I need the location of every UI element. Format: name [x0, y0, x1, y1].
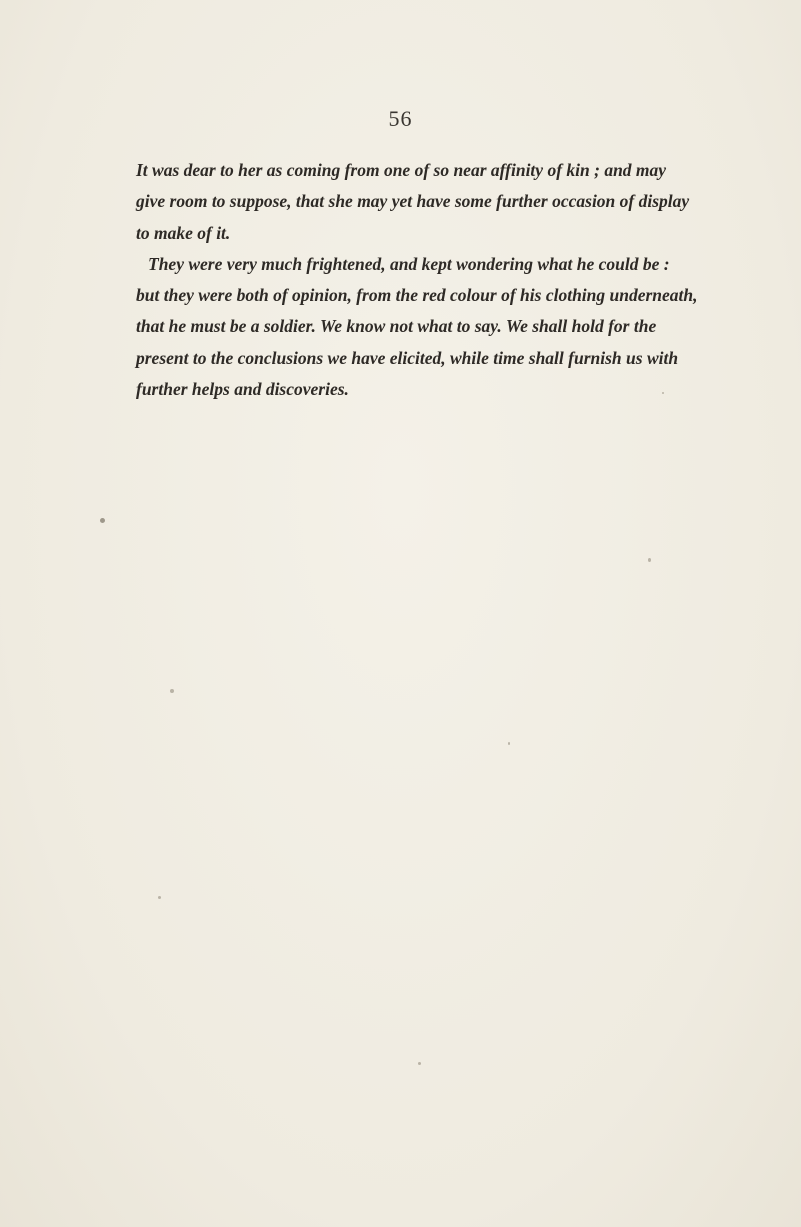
text-line: further helps and discoveries.: [136, 379, 349, 400]
page-number: 56: [388, 106, 413, 131]
paper-speck: [508, 742, 510, 745]
paper-speck: [100, 518, 105, 523]
paper-speck: [648, 558, 651, 562]
text-line: to make of it.: [136, 222, 231, 243]
text-line: give room to suppose, that she may yet have some further occasion of display: [136, 191, 690, 212]
paper-speck: [170, 689, 174, 693]
text-line: It was dear to her as coming from one of so near affinity of kin ; and may: [136, 160, 667, 180]
paper-speck: [158, 896, 161, 899]
body-text: [136, 155, 736, 405]
text-line: but they were both of opinion, from the red colour of his clothing underneath,: [136, 285, 698, 306]
paper-speck: [418, 1062, 421, 1065]
paragraph-start-line: They were very much frightened, and kept wondering what he could be :: [148, 253, 670, 274]
text-line: that he must be a soldier. We know not what to say. We shall hold for the: [136, 316, 657, 337]
paper-speck: [662, 392, 664, 394]
text-line: present to the conclusions we have elicited, while time shall furnish us with: [136, 347, 679, 368]
